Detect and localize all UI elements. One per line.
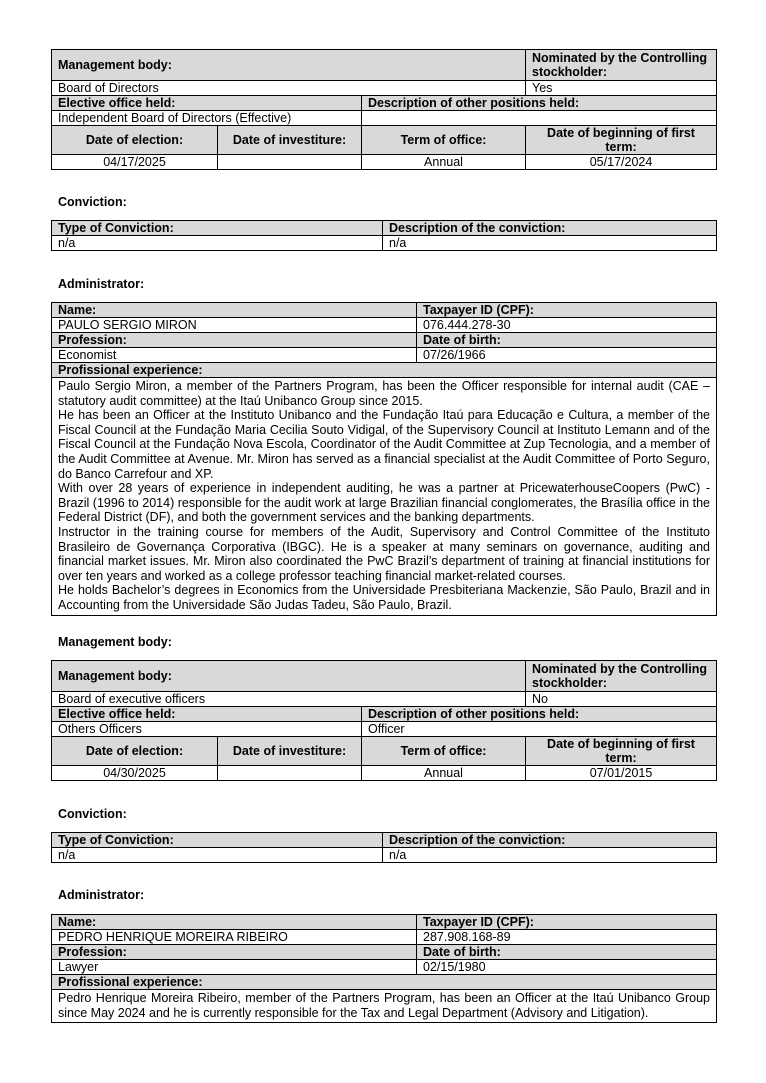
date-investiture-value [218, 766, 362, 781]
taxpayer-value: 287.908.168-89 [417, 930, 717, 945]
experience-label: Profissional experience: [52, 975, 717, 990]
profession-label: Profession: [52, 945, 417, 960]
experience-paragraph: He holds Bachelor’s degrees in Economics from the Universidade Presbiteriana Mackenzie, São Paulo, Brazil and in Accounting from the Universidade São Judas Tadeu, São Paulo, Brazil. [58, 583, 710, 612]
conviction-type-value: n/a [52, 848, 383, 863]
nominated-label: Nominated by the Controlling stockholder: [526, 50, 717, 81]
experience-paragraph: He has been an Officer at the Instituto Unibanco and the Fundação Itaú para Educação e Cultura, a member of the Fiscal Council at the Fundação Maria Cecilia Souto Vidigal, of the Supervisory Council at Instituto Lemann and of the Fiscal Council at the Fundação Nova Escola, Coordinator of the Audit Committee at Zup Tecnologia, and a member of the Audit Committee at Avenue. Mr. Miron has served as a financial specialist at the Audit Committee of Porto Seguro, do Banco Carrefour and XP. [58, 408, 710, 481]
conviction-desc-value: n/a [383, 236, 717, 251]
date-election-label: Date of election: [52, 126, 218, 155]
taxpayer-label: Taxpayer ID (CPF): [417, 303, 717, 318]
other-positions-value [362, 111, 717, 126]
birth-label: Date of birth: [417, 333, 717, 348]
nominated-value: No [526, 692, 717, 707]
administrator-table-2 [51, 914, 717, 1023]
elective-office-value: Others Officers [52, 722, 362, 737]
conviction-table-1 [51, 220, 717, 251]
date-first-term-label: Date of beginning of first term: [526, 126, 717, 155]
conviction-heading: Conviction: [58, 807, 127, 821]
conviction-type-value: n/a [52, 236, 383, 251]
date-investiture-value [218, 155, 362, 170]
taxpayer-label: Taxpayer ID (CPF): [417, 915, 717, 930]
management-body-label: Management body: [52, 661, 526, 692]
name-value: PEDRO HENRIQUE MOREIRA RIBEIRO [52, 930, 417, 945]
management-body-label: Management body: [52, 50, 526, 81]
conviction-desc-label: Description of the conviction: [383, 833, 717, 848]
management-body-value: Board of Directors [52, 81, 526, 96]
conviction-desc-value: n/a [383, 848, 717, 863]
nominated-value: Yes [526, 81, 717, 96]
date-investiture-label: Date of investiture: [218, 126, 362, 155]
date-first-term-value: 07/01/2015 [526, 766, 717, 781]
administrator-table-1 [51, 302, 717, 616]
other-positions-value: Officer [362, 722, 717, 737]
conviction-heading: Conviction: [58, 195, 127, 209]
experience-text [52, 990, 717, 1023]
profession-value: Lawyer [52, 960, 417, 975]
name-label: Name: [52, 915, 417, 930]
management-body-heading: Management body: [58, 635, 172, 649]
conviction-table-2 [51, 832, 717, 863]
elective-office-label: Elective office held: [52, 707, 362, 722]
experience-paragraph: Paulo Sergio Miron, a member of the Partners Program, has been the Officer responsible for internal audit (CAE – statutory audit committee) at the Itaú Unibanco Group since 2015. [58, 379, 710, 408]
administrator-heading: Administrator: [58, 277, 145, 291]
birth-value: 07/26/1966 [417, 348, 717, 363]
date-election-value: 04/30/2025 [52, 766, 218, 781]
conviction-desc-label: Description of the conviction: [383, 221, 717, 236]
conviction-type-label: Type of Conviction: [52, 221, 383, 236]
nominated-label: Nominated by the Controlling stockholder: [526, 661, 717, 692]
birth-label: Date of birth: [417, 945, 717, 960]
date-first-term-label: Date of beginning of first term: [526, 737, 717, 766]
management-body-table-2 [51, 660, 717, 781]
experience-paragraph: With over 28 years of experience in independent auditing, he was a partner at PricewaterhouseCoopers (PwC) - Brazil (1996 to 2014) responsible for the audit work at large Brazilian financial conglomerates, the Brasília office in the Federal District (DF), and both the government services and the banking departments. [58, 481, 710, 525]
experience-text [52, 378, 717, 616]
profession-value: Economist [52, 348, 417, 363]
birth-value: 02/15/1980 [417, 960, 717, 975]
elective-office-label: Elective office held: [52, 96, 362, 111]
administrator-heading: Administrator: [58, 888, 145, 902]
term-office-label: Term of office: [362, 737, 526, 766]
taxpayer-value: 076.444.278-30 [417, 318, 717, 333]
management-body-value: Board of executive officers [52, 692, 526, 707]
other-positions-label: Description of other positions held: [362, 707, 717, 722]
term-office-value: Annual [362, 766, 526, 781]
experience-paragraph: Instructor in the training course for members of the Audit, Supervisory and Control Committee of the Instituto Brasileiro de Governança Corporativa (IBGC). He is a speaker at many seminars on governance, auditing and financial market issues. Mr. Miron also coordinated the PwC Brazil’s department of training at financial institutions for over ten years and worked as a college professor teaching financial market-related courses. [58, 524, 710, 583]
name-label: Name: [52, 303, 417, 318]
experience-label: Profissional experience: [52, 363, 717, 378]
experience-paragraph: Pedro Henrique Moreira Ribeiro, member of the Partners Program, has been an Officer at the Itaú Unibanco Group since May 2024 and he is currently responsible for the Tax and Legal Department (Advisory and Litigation). [58, 991, 710, 1020]
date-election-value: 04/17/2025 [52, 155, 218, 170]
term-office-value: Annual [362, 155, 526, 170]
elective-office-value: Independent Board of Directors (Effective) [52, 111, 362, 126]
date-election-label: Date of election: [52, 737, 218, 766]
date-investiture-label: Date of investiture: [218, 737, 362, 766]
conviction-type-label: Type of Conviction: [52, 833, 383, 848]
name-value: PAULO SERGIO MIRON [52, 318, 417, 333]
profession-label: Profession: [52, 333, 417, 348]
term-office-label: Term of office: [362, 126, 526, 155]
other-positions-label: Description of other positions held: [362, 96, 717, 111]
management-body-table-1 [51, 49, 717, 170]
date-first-term-value: 05/17/2024 [526, 155, 717, 170]
